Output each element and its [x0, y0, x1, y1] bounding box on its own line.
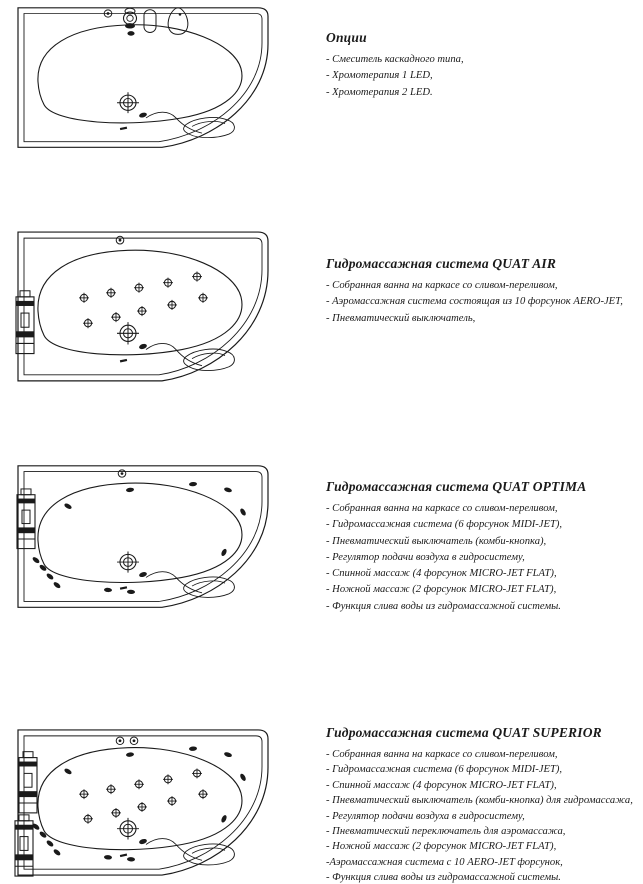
corner-bathtub-drawing [10, 462, 310, 614]
quat-air-text [326, 256, 638, 327]
section-options [0, 0, 643, 220]
quat-superior-text [326, 725, 638, 884]
corner-bathtub-drawing [10, 4, 310, 154]
feature-line: - Собранная ванна на каркасе со сливом-переливом, [326, 503, 558, 514]
feature-line: - Хромотерапия 2 LED. [326, 86, 433, 98]
section-quat-superior [0, 725, 643, 884]
feature-line: - Смеситель каскадного типа, [326, 54, 464, 65]
feature-line: - Хромотерапия 1 LED, [326, 70, 433, 82]
quat-optima-bath-diagram [10, 462, 310, 614]
feature-line: -Аэромассажная система с 10 AERO-JET форсунок, [326, 856, 563, 868]
feature-line: - Ножной массаж (2 форсунок MICRO-JET FLAT), [326, 841, 557, 853]
hydro-pump-unit [17, 489, 35, 549]
quat-superior-bath-diagram [10, 726, 310, 882]
options-text [326, 30, 638, 101]
feature-line: - Функция слива воды из гидромассажной системы. [326, 872, 561, 884]
hydro-pump-unit [19, 752, 37, 813]
feature-line: - Собранная ванна на каркасе со сливом-переливом, [326, 280, 558, 291]
options-bath-diagram [10, 4, 310, 154]
blower-unit [16, 291, 34, 354]
feature-line: - Спинной массаж (4 форсунок MICRO-JET FLAT), [326, 779, 557, 791]
corner-bathtub-drawing [10, 726, 310, 882]
feature-line: - Собранная ванна на каркасе со сливом-переливом, [326, 749, 558, 760]
feature-line: - Спинной массаж (4 форсунок MICRO-JET FLAT), [326, 568, 557, 580]
section-quat-optima [0, 462, 643, 692]
feature-line: - Пневматический переключатель для аэромассажа, [326, 826, 566, 838]
feature-line: - Регулятор подачи воздуха в гидросистему, [326, 551, 525, 563]
feature-line: - Ножной массаж (2 форсунок MICRO-JET FLAT), [326, 584, 557, 596]
feature-line: - Пневматический выключатель (комби-кнопка) для гидромассажа, [326, 795, 633, 807]
corner-bathtub-drawing [10, 228, 310, 388]
section-title: Опции [326, 30, 367, 45]
feature-line: - Аэромассажная система состоящая из 10 форсунок AERO-JET, [326, 296, 623, 308]
feature-line: - Гидромассажная система (6 форсунок MIDI-JET), [326, 764, 563, 776]
quat-optima-text [326, 479, 638, 615]
feature-line: - Функция слива воды из гидромассажной системы. [326, 600, 561, 612]
section-title: Гидромассажная система QUAT OPTIMA [326, 479, 587, 494]
feature-line: - Регулятор подачи воздуха в гидросистему, [326, 810, 525, 822]
section-quat-air [0, 226, 643, 456]
section-title: Гидромассажная система QUAT AIR [326, 256, 557, 271]
quat-air-bath-diagram [10, 228, 310, 388]
feature-line: - Пневматический выключатель (комби-кнопка), [326, 535, 547, 547]
section-title: Гидромассажная система QUAT SUPERIOR [326, 725, 602, 740]
feature-line: - Гидромассажная система (6 форсунок MIDI-JET), [326, 519, 563, 531]
feature-line: - Пневматический выключатель, [326, 312, 476, 324]
